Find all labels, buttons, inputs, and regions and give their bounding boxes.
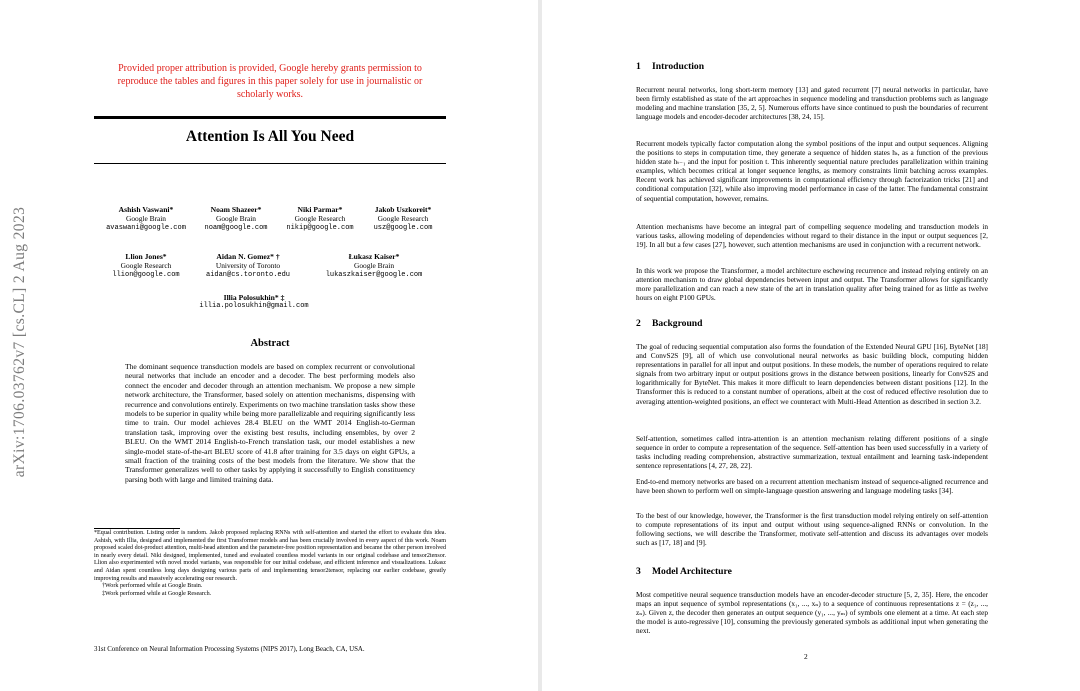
paragraph: Attention mechanisms have become an integral part of compelling sequence modeling and transduction models in various tasks, allowing modeling of dependencies without regard to their distance in the input or output sequences [2, 19]. In all but a few cases [27], however, such attention mechanisms are used in conjunction with a recurrent network. — [636, 222, 988, 250]
author-email: llion@google.com — [112, 270, 180, 279]
abstract-body: The dominant sequence transduction models are based on complex recurrent or convolutional neural networks that include an encoder and a decoder. The best performing models also connect the encoder and decoder through an attention mechanism. We propose a new simple network architecture, the Transformer, based solely on attention mechanisms, dispensing with recurrence and convolutions entirely. Experiments on two machine translation tasks show these models to be superior in quality while being more parallelizable and requiring significantly less time to train. Our model achieves 28.4 BLEU on the WMT 2014 English-to-German translation task, improving over the existing best results, including ensembles, by over 2 BLEU. On the WMT 2014 English-to-French translation task, our model establishes a new single-model state-of-the-art BLEU score of 41.8 after training for 3.5 days on eight GPUs, a small fraction of the training costs of the best models from the literature. We show that the Transformer generalizes well to other tasks by applying it successfully to English constituency parsing both with large and limited training data. — [125, 362, 415, 484]
author-email: avaswani@google.com — [106, 223, 186, 232]
arxiv-stamp: arXiv:1706.03762v7 [cs.CL] 2 Aug 2023 — [11, 206, 28, 478]
section-title: Introduction — [652, 61, 705, 72]
author-name: Aidan N. Gomez* † — [216, 252, 280, 261]
author-name: Jakob Uszkoreit* — [374, 205, 432, 214]
author-email: nikip@google.com — [286, 223, 354, 232]
author-email: noam@google.com — [204, 223, 268, 232]
section-heading-model-architecture — [636, 566, 732, 577]
author-name: Illia Polosukhin* ‡ — [223, 293, 285, 302]
footnotes — [94, 530, 446, 598]
abstract-heading: Abstract — [250, 338, 290, 349]
conference-note: 31st Conference on Neural Information Processing Systems (NIPS 2017), Long Beach, CA, USA. — [94, 646, 365, 653]
section-number: 2 — [636, 318, 641, 329]
title-bottom-rule — [94, 163, 446, 164]
author-email: lukaszkaiser@google.com — [325, 270, 423, 279]
author-block — [206, 252, 290, 280]
section-heading-background — [636, 318, 702, 329]
author-affiliation: University of Toronto — [215, 261, 281, 271]
author-affiliation: Google Brain — [215, 214, 257, 224]
section-title: Model Architecture — [652, 566, 732, 577]
paragraph: Self-attention, sometimes called intra-attention is an attention mechanism relating different positions of a single sequence in order to compute a representation of the sequence. Self-attention has been used successfully in a variety of tasks including reading comprehension, abstractive summarization, textual entailment and learning task-independent sentence representations [4, 27, 28, 22]. — [636, 434, 988, 471]
author-block — [326, 252, 423, 280]
author-name: Llion Jones* — [125, 252, 167, 261]
paper-title: Attention Is All You Need — [185, 128, 355, 145]
author-block — [106, 205, 186, 233]
author-block — [204, 205, 267, 233]
paragraph: Most competitive neural sequence transduction models have an encoder-decoder structure [5, 2, 35]. Here, the encoder maps an input sequence of symbol representations (x₁, ..., xₙ) to a sequence of continuous representations z = (z₁, ..., zₙ). Given z, the decoder then generates an output sequence (y₁, ..., yₘ) of symbols one element at a time. At each step the model is auto-regressive [10], consuming the previously generated symbols as additional input when generating the next. — [636, 590, 988, 636]
author-name: Niki Parmar* — [297, 205, 343, 214]
author-email: usz@google.com — [373, 223, 433, 232]
paragraph: In this work we propose the Transformer, a model architecture eschewing recurrence and instead relying entirely on an attention mechanism to draw global dependencies between input and output. The Transformer allows for significantly more parallelization and can reach a new state of the art in translation quality after being trained for as little as twelve hours on eight P100 GPUs. — [636, 266, 988, 303]
page-number: 2 — [804, 652, 808, 661]
permission-notice: Provided proper attribution is provided, Google hereby grants permission to reproduce the tables and figures in this paper solely for use in journalistic or scholarly works. — [117, 63, 423, 100]
paragraph: To the best of our knowledge, however, the Transformer is the first transduction model relying entirely on self-attention to compute representations of its input and output without using sequence-aligned RNNs or convolution. In the following sections, we will describe the Transformer, motivate self-attention and discuss its advantages over models such as [17, 18] and [9]. — [636, 511, 988, 548]
author-email: aidan@cs.toronto.edu — [205, 270, 291, 279]
author-name: Noam Shazeer* — [210, 205, 262, 214]
footnote: *Equal contribution. Listing order is random. Jakob proposed replacing RNNs with self-attention and started the effort to evaluate this idea. Ashish, with Illia, designed and implemented the first Transformer models and has been crucially involved in every aspect of this work. Noam proposed scaled dot-product attention, multi-head attention and the parameter-free position representation and became the other person involved in nearly every detail. Niki designed, implemented, tuned and evaluated countless model variants in our original codebase and tensor2tensor. Llion also experimented with novel model variants, was responsible for our initial codebase, and efficient inference and visualizations. Lukasz and Aidan spent countless long days designing various parts of and implementing tensor2tensor, replacing our earlier codebase, greatly improving results and massively accelerating our research. — [94, 530, 447, 582]
footnote: †Work performed while at Google Brain. — [102, 583, 203, 590]
paragraph: Recurrent models typically factor computation along the symbol positions of the input and output sequences. Aligning the positions to steps in computation time, they generate a sequence of hidden states hₜ, as a function of the previous hidden state hₜ₋₁ and the input for position t. This inherently sequential nature precludes parallelization within training examples, which becomes critical at longer sequence lengths, as memory constraints limit batching across examples. Recent work has achieved significant improvements in computational efficiency through factorization tricks [21] and conditional computation [32], while also improving model performance in case of the latter. The fundamental constraint of sequential computation, however, remains. — [636, 139, 988, 203]
section-number: 3 — [636, 566, 641, 577]
author-block — [199, 293, 308, 312]
author-affiliation: Google Brain — [353, 261, 395, 271]
paragraph: The goal of reducing sequential computation also forms the foundation of the Extended Neural GPU [16], ByteNet [18] and ConvS2S [9], all of which use convolutional neural networks as basic building block, computing hidden representations in parallel for all input and output positions. In these models, the number of operations required to relate signals from two arbitrary input or output positions grows in the distance between positions, linearly for ConvS2S and logarithmically for ByteNet. This makes it more difficult to learn dependencies between distant positions [12]. In the Transformer this is reduced to a constant number of operations, albeit at the cost of reduced effective resolution due to averaging attention-weighted positions, an effect we counteract with Multi-Head Attention as described in section 3.2. — [636, 342, 988, 406]
author-block — [286, 205, 353, 233]
section-heading-introduction — [636, 61, 704, 72]
title-top-rule — [94, 116, 446, 119]
author-email: illia.polosukhin@gmail.com — [199, 302, 309, 311]
paragraph: Recurrent neural networks, long short-term memory [13] and gated recurrent [7] neural networks in particular, have been firmly established as state of the art approaches in sequence modeling and transduction problems such as language modeling and machine translation [35, 2, 5]. Numerous efforts have since continued to push the boundaries of recurrent language models and encoder-decoder architectures [38, 24, 15]. — [636, 85, 988, 122]
author-name: Łukasz Kaiser* — [348, 252, 400, 261]
footnote-rule — [94, 528, 180, 529]
paragraph: End-to-end memory networks are based on a recurrent attention mechanism instead of sequence-aligned recurrence and have been shown to perform well on simple-language question answering and language modeling tasks [34]. — [636, 477, 988, 496]
author-affiliation: Google Research — [120, 261, 172, 271]
author-name: Ashish Vaswani* — [118, 205, 174, 214]
paper-page-1 — [0, 0, 538, 691]
footnote: ‡Work performed while at Google Research. — [102, 590, 212, 597]
author-affiliation: Google Research — [294, 214, 346, 224]
section-number: 1 — [636, 61, 641, 72]
author-block — [112, 252, 179, 280]
section-title: Background — [652, 318, 703, 329]
author-affiliation: Google Brain — [125, 214, 167, 224]
paper-page-2 — [542, 0, 1080, 691]
author-affiliation: Google Research — [377, 214, 429, 224]
author-block — [374, 205, 433, 233]
